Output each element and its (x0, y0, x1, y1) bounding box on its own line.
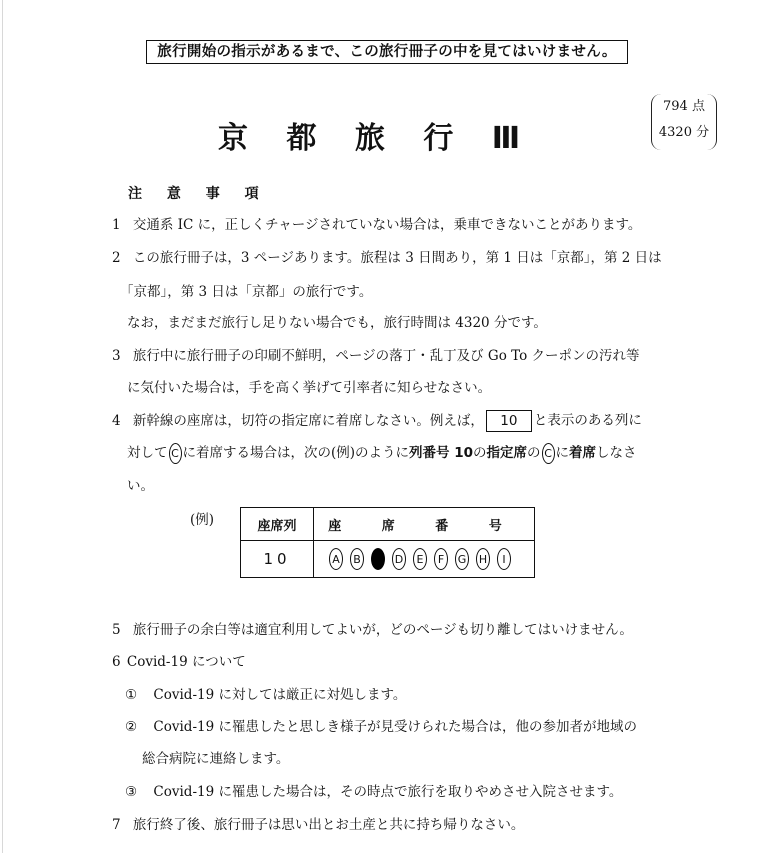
page-title: 京 都 旅 行 Ⅲ (218, 121, 535, 156)
seat-bubbles (314, 541, 535, 578)
item-text: Covid-19 に罹患した場合は，その時点で旅行を取りやめさせ入院させます。 (153, 784, 623, 800)
item-6-2-line-1 (125, 717, 637, 737)
item-text: しなさ (596, 445, 637, 461)
sub-mark: ③ (125, 784, 138, 800)
score-time: 4320 分 (658, 125, 710, 140)
item-text: の (473, 445, 487, 461)
item-6-1 (125, 685, 406, 705)
item-text: 旅行終了後、旅行冊子は思い出とお土産と共に持ち帰りなさい。 (132, 817, 525, 833)
row-value: 10 (241, 541, 314, 578)
item-text: の (527, 445, 541, 461)
item-2-line-2: 「京都」，第 3 日は「京都」の旅行です。 (120, 284, 373, 300)
seat-c-circle: C (169, 443, 182, 464)
sub-mark: ① (125, 687, 138, 703)
score-points: 794 点 (663, 99, 705, 114)
col-header-seat: 座 席 番 号 (314, 508, 535, 541)
section-heading: 注 意 事 項 (128, 186, 269, 202)
item-number: 3 (112, 348, 121, 364)
item-3-line-2: に気付いた場合は，手を高く挙げて引率者に知らせなさい。 (127, 380, 492, 396)
example-seat-table (240, 507, 535, 578)
item-text: Covid-19 に対しては厳正に対処します。 (153, 687, 407, 703)
item-5 (112, 620, 633, 640)
bubble-group (328, 549, 517, 568)
item-6 (112, 652, 246, 672)
item-text: 旅行中に旅行冊子の印刷不鮮明，ページの落丁・乱丁及び Go To クーポンの汚れ等 (132, 348, 640, 364)
item-number: 5 (112, 622, 121, 638)
item-text: Covid-19 について (126, 654, 246, 670)
seat-bubble-h: H (476, 548, 490, 570)
notice-banner: 旅行開始の指示があるまで、この旅行冊子の中を見てはいけません。 (146, 40, 628, 64)
item-text: に (555, 445, 570, 461)
item-1 (112, 215, 641, 235)
item-number: 2 (112, 250, 121, 266)
item-text: 新幹線の座席は，切符の指定席に着席しなさい。例えば， (132, 412, 484, 429)
seat-bubble-d: D (392, 548, 406, 570)
seat-bubble-c: C (371, 548, 385, 570)
item-4-line-1 (112, 410, 642, 432)
bold-text: 列番号 10 (409, 445, 474, 461)
bold-text: 指定席 (486, 445, 528, 461)
example-label: (例) (190, 512, 215, 528)
item-number: 7 (112, 817, 121, 833)
item-2-line-3: なお，まだまだ旅行し足りない場合でも，旅行時間は 4320 分です。 (127, 315, 547, 331)
item-text: に着席する場合は，次の(例)のように (182, 445, 410, 461)
seat-bubble-f: F (434, 548, 448, 570)
item-4-line-3: い。 (127, 478, 154, 494)
item-text: Covid-19 に罹患したと思しき様子が見受けられた場合は，他の参加者が地域の (153, 719, 637, 735)
item-text: 旅行冊子の余白等は適宜利用してよいが，どのページも切り離してはいけません。 (132, 622, 633, 638)
item-text: この旅行冊子は，3 ページあります。旅程は 3 日間あり，第 1 日は「京都」，第 2 日は (132, 250, 662, 266)
item-6-3 (125, 782, 622, 802)
seat-bubble-a: A (329, 548, 343, 570)
seat-bubble-b: B (350, 548, 364, 570)
item-number: 4 (112, 412, 121, 429)
item-text: 交通系 IC に，正しくチャージされていない場合は，乗車できないことがあります。 (132, 217, 642, 233)
item-number: 6 (112, 654, 121, 670)
item-number: 1 (112, 217, 121, 233)
item-2-line-1 (112, 248, 662, 268)
item-text: と表示のある列に (533, 412, 642, 429)
item-7 (112, 815, 524, 835)
sub-mark: ② (125, 719, 138, 735)
row-number-box: 10 (486, 410, 532, 432)
score-box (651, 94, 717, 150)
seat-bubble-g: G (455, 548, 469, 570)
seat-bubble-e: E (413, 548, 427, 570)
page-left-rule (2, 0, 3, 853)
seat-bubble-i: I (497, 548, 511, 570)
item-4-line-2 (127, 443, 637, 464)
item-6-2-line-2: 総合病院に連絡します。 (142, 751, 290, 767)
bold-text: 着席 (569, 445, 597, 461)
item-3-line-1 (112, 346, 640, 366)
seat-c-circle: C (542, 443, 555, 464)
col-header-row: 座席列 (241, 508, 314, 541)
item-text: 対して (127, 445, 168, 461)
